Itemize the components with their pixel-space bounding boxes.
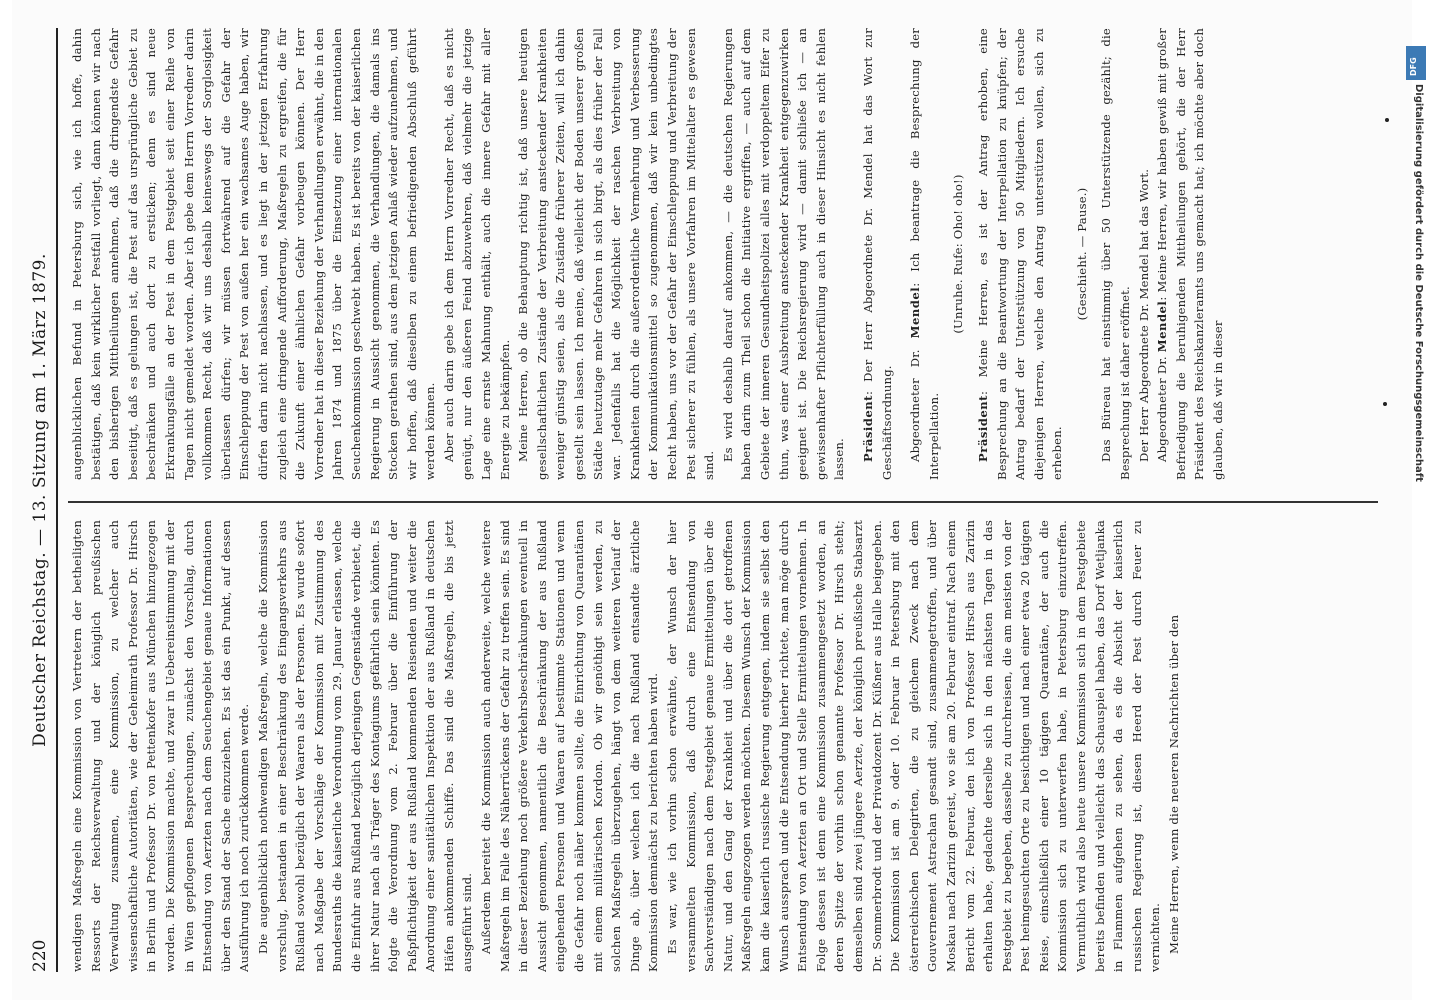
paragraph: Es war, wie ich vorhin schon erwähnte, der Wunsch der hier versammelten Kommission, daß durch eine Entsendung von Sachverständigen nach dem Pestgebiet genaue Ermittelungen über die Natur, und den Gang der Krankheit und über die dort getroffenen Maßregeln eingezogen werden möchten. Diesem Wunsch der Kommission kam die kaiserlich russische Regierung entgegen, indem sie selbst den Wunsch aussprach und die Entsendung hierher richtete, man möge durch Entsendung von Aerzten an Ort und Stelle Ermittelungen vornehmen. In Folge dessen ist denn eine Kommission zusammengesetzt worden, an deren Spitze der vorhin schon genannte Professor Dr. Hirsch steht; demselben sind zwei jüngere Aerzte, der königlich preußische Stabsarzt Dr. Sommerbrodt und der Privatdozent Dr. Küßner aus Halle beigegeben. Die Kommission ist am 9. oder 10. Februar in Petersburg mit den österreichischen Delegirten, die zu gleichem Zweck nach dem Gouvernement Astrachan gesandt sind, zusammengetroffen, und über Moskau nach Zarizin gereist, wo sie am 20. Februar eintraf. Nach einem Bericht vom 22. Februar, den ich von Professor Hirsch aus Zarizin erhalten habe, gedachte derselbe sich in den nächsten Tagen in das Pestgebiet zu begeben, dasselbe zu durchreisen, die am meisten von der Pest heimgesuchten Orte zu besichtigen und nach einer etwa 20 tägigen Reise, einschließlich einer 10 tägigen Quarantäne, der auch die Kommission sich zu unterwerfen habe, in Petersburg einzutreffen. Vermuthlich wird also heute unsere Kommission sich in dem Pestgebiete bereits befinden und vielleicht das Schauspiel haben, das Dorf Wetljanka in Flammen aufgehen zu sehen, da es die Absicht der kaiserlich russischen Regierung ist, diesen Heerd der Pest durch Feuer zu vernichten. [665, 520, 1163, 972]
paragraph: wendigen Maßregeln eine Kommission von Vertretern der betheiligten Ressorts der Reichsverwaltung und der königlich preußischen Verwaltung zusammen, eine Kommission, zu welcher auch wissenschaftliche Autoritäten, wie der Geheimrath Professor Dr. Hirsch in Berlin und Professor Dr. von Pettenkofer aus München hinzugezogen worden. Die Kommission machte, und zwar in Uebereinstimmung mit der in Wien gepflogenen Besprechungen, zunächst den Vorschlag, durch Entsendung von Aerzten nach dem Seuchengebiet genaue Informationen über den Stand der Sache einzuziehen. Es ist das ein Punkt, auf dessen Ausführung ich noch zurückkommen werde. [70, 520, 252, 972]
statement-text: : Der Herr Abgeordnete Dr. Mendel hat das Wort zur Geschäftsordnung. [860, 28, 894, 480]
statement-text: : Ich beantrage die Besprechung der Interpellation. [908, 28, 941, 480]
paragraph: augenblicklichen Befund in Petersburg sich, wie ich hoffe, dahin bestätigen, daß kein wirklicher Pestfall vorliegt, dann können wir nach den bisherigen Mittheilungen annehmen, daß die dringendste Gefahr beseitigt, daß es gelungen ist, die Pest auf das ursprüngliche Gebiet zu beschränken und auch dort zu ersticken; denn es sind neue Erkrankungsfälle an der Pest in dem Pestgebiet seit einer Reihe von Tagen nicht gemeldet worden. Aber ich gebe dem Herrn Vorredner darin vollkommen Recht, daß wir uns deshalb keineswegs der Sorglosigkeit überlassen dürfen; wir müssen fortwährend auf die Gefahr der Einschleppung der Pest von außen her ein wachsames Auge haben, wir dürfen darin nicht nachlassen, und es liegt in der jetzigen Erfahrung zugleich eine dringende Aufforderung, Maßregeln zu ergreifen, die für die Zukunft einer ähnlichen Gefahr vorbeugen können. Der Herr Vorredner hat in dieser Beziehung der Verhandlungen erwähnt, die in den Jahren 1874 und 1875 über die Einsetzung einer internationalen Seuchenkommission geschwebt haben. Es ist bereits von der kaiserlichen Regierung in Aussicht genommen, die Verhandlungen, die damals ins Stocken gerathen sind, aus dem jetzigen Anlaß wieder aufzunehmen, und wir hoffen, daß dieselben zu einem befriedigenden Abschluß geführt werden können. [70, 28, 438, 480]
scan-speck [1383, 402, 1387, 406]
digitization-footer [1404, 40, 1430, 600]
running-title: Deutscher Reichstag. — 13. Sitzung am 1. März 1879. [30, 253, 50, 747]
speaker-prefix: Abgeordneter Dr. [1155, 352, 1170, 462]
speaker-label: Präsident [975, 394, 990, 462]
stage-direction: (Geschieht. — Pause.) [1074, 187, 1089, 321]
paragraph: Aber auch darin gebe ich dem Herrn Vorredner Recht, daß es nicht genügt, nur den äußeren Feind abzuwehren, daß vielmehr die jetzige Lage eine ernste Mahnung enthält, auch die innere Gefahr mit aller Energie zu bekämpfen. [441, 28, 512, 480]
left-text-column [68, 520, 1378, 972]
dfg-logo-text: DFG [1409, 57, 1418, 76]
footer-text-holder [1404, 84, 1430, 604]
statement-text: : Meine Herren, es ist der Antrag erhoben, eine Besprechung an die Beantwortung der Interpellation zu knüpfen; der Antrag bedarf der Unterstützung von 50 Mitgliedern. Ich ersuche diejenigen Herren, welche den Antrag unterstützen wollen, sich zu erheben. [975, 28, 1065, 480]
speaker-label: Mendel [1155, 300, 1170, 353]
speaker-prefix: Abgeordneter Dr. [908, 338, 923, 462]
speaker-label: Präsident [860, 394, 875, 462]
paragraph: Außerdem bereitet die Kommission auch anderweite, welche weitere Maßregeln im Falle des Näherrückens der Gefahr zu treffen sein. Es sind in dieser Beziehung noch größere Verkehrsbeschränkungen eventuell in Aussicht genommen, namentlich die Beschränkung der aus Rußland eingehenden Personen und Waaren auf bestimmte Stationen und wenn die Gefahr noch näher kommen sollte, die Einrichtung von Quarantänen mit einem militärischen Kordon. Ob wir genöthigt sein werden, zu solchen Maßregeln überzugehen, hängt von dem weiteren Verlauf der Dinge ab, über welchen ich die nach Rußland entsandte ärztliche Kommission demnächst zu berichten haben wird. [479, 520, 661, 972]
president-statement [859, 28, 896, 480]
paragraph: Meine Herren, wenn die neueren Nachrichten über den [1167, 614, 1182, 954]
paragraph: Der Herr Abgeordnete Dr. Mendel hat das Wort. [1136, 168, 1151, 462]
paragraph: Die augenblicklich nothwendigen Maßregeln, welche die Kommission vorschlug, bestanden in einer Beschränkung des Eingangsverkehrs aus Rußland sowohl bezüglich der Waaren als der Personen. Es wurde sofort nach Maßgabe der Vorschläge der Kommission mit Zustimmung des Bundesraths die kaiserliche Verordnung vom 29. Januar erlassen, welche die Einfuhr aus Rußland bezüglich derjenigen Gegenstände verbietet, die ihrer Natur nach als Träger des Kontagiums gefährlich sein könnten. Es folgte die Verordnung vom 2. Februar über die Einführung der Paßpflichtigkeit der aus Rußland kommenden Reisenden und weiter die Anordnung einer sanitätlichen Inspektion der aus Rußland in deutschen Häfen ankommenden Schiffe. Das sind die Maßregeln, die bis jetzt ausgeführt sind. [255, 520, 475, 972]
paragraph: Meine Herren, ob die Behauptung richtig ist, daß unsere heutigen gesellschaftlichen Zustände der Verbreitung ansteckender Krankheiten weniger günstig seien, als die Zustände früherer Zeiten, will ich dahin gestellt sein lassen. Ich meine, daß vielleicht der Boden unserer großen Städte heutzutage mehr Gefahren in sich birgt, als dies früher der Fall war. Jedenfalls hat die Möglichkeit der raschen Verbreitung von Krankheiten durch die außerordentliche Vermehrung und Verbesserung der Kommunikationsmittel so zugenommen, daß wir kein unbedingtes Recht haben, uns vor der Gefahr der Einschleppung und Verbreitung der Pest sicherer zu fühlen, als unsere Vorfahren im Mittelalter es gewesen sind. [516, 28, 717, 480]
rotated-newspaper-page [12, 0, 1412, 1000]
dfg-logo [1406, 46, 1426, 80]
digitization-note: Digitalisierung gefördert durch die Deutsche Forschungsgemeinschaft [1413, 84, 1424, 482]
paragraph: Es wird deshalb darauf ankommen, — die deutschen Regierungen haben darin zum Theil schon die Initiative ergriffen, — auch auf dem Gebiete der inneren Gesundheitspolizei alles mit verdoppeltem Eifer zu thun, was einer Ausbreitung ansteckender Krankheit entgegenzuwirken geeignet ist. Die Reichsregierung wird — damit schließe ich — an gewissenhafter Pflichterfüllung auch in dieser Hinsicht es nicht fehlen lassen. [720, 28, 847, 480]
speaker-label: Mendel [908, 286, 923, 339]
page-header [26, 28, 58, 972]
page-number: 220 [30, 939, 50, 972]
stage-direction: (Unruhe. Rufe: Oho! oho!) [951, 174, 966, 334]
scan-speck [1385, 118, 1389, 122]
statement-text: : Meine Herren, wir haben gewiß mit großer Befriedigung die beruhigenden Mittheilungen gehört, die der Herr Präsident des Reichskanzleramts uns gemacht hat; ich möchte aber doch glauben, daß wir in dieser [1155, 28, 1226, 480]
mendel-statement [906, 28, 943, 480]
mendel-statement [1153, 28, 1227, 480]
president-statement [974, 28, 1067, 480]
column-divider [68, 501, 1378, 503]
right-text-column [68, 28, 1378, 480]
paragraph: Das Büreau hat einstimmig über 50 Unterstützende gezählt; die Besprechung ist daher eröffnet. [1099, 28, 1133, 480]
